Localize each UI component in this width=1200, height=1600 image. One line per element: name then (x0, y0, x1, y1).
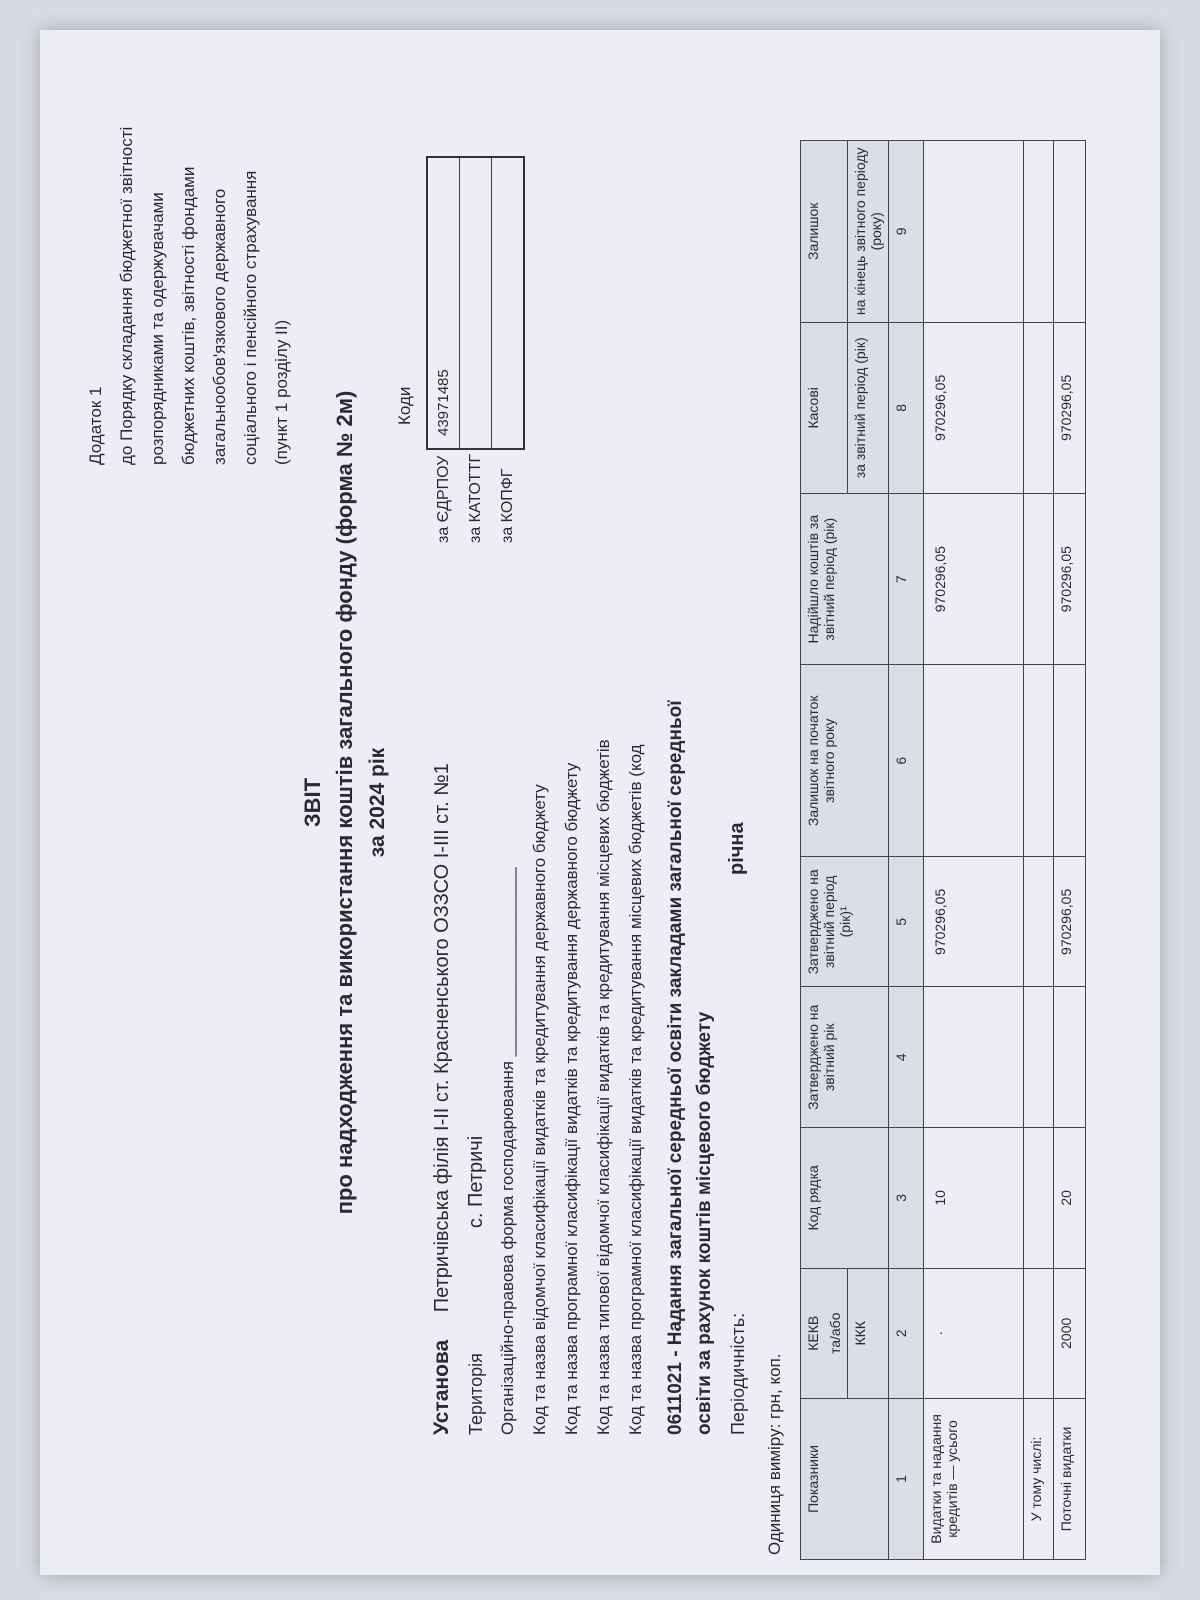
col-row-code: Код рядка (801, 1128, 889, 1269)
row-cash (1024, 322, 1054, 493)
appendix-line: розпорядниками та одержувачами (148, 192, 167, 465)
appendix-line: Додаток 1 (86, 386, 105, 465)
column-number: 9 (889, 141, 924, 323)
and-or-label: та/або (827, 1312, 843, 1355)
unit-of-measure: Одиниця виміру: грн, коп. (765, 1353, 784, 1555)
col-received: Надійшло коштів за звітний період (рік) (801, 494, 889, 665)
appendix-line: загальнообов'язкового державного (210, 188, 229, 465)
row-balance-start (1054, 665, 1086, 857)
program-line-1: 0611021 - Надання загальної середньої освіти закладами загальної середньої (665, 700, 686, 1435)
column-number: 6 (889, 665, 924, 857)
appendix-line: (пункт 1 розділу II) (272, 319, 291, 465)
codes-grid (426, 156, 525, 543)
report-title: ЗВІТ (300, 777, 325, 828)
row-kekv: 2000 (1054, 1268, 1086, 1398)
prog-class-state-line: Код та назва програмної класифікації видатків та кредитування державного бюджету (562, 762, 581, 1435)
row-approved-period: 970296,05 (1054, 857, 1086, 987)
row-code: 10 (924, 1128, 1024, 1269)
codes-row-katottg (460, 158, 492, 543)
codes-row-edrpou (428, 158, 460, 543)
codes-label: за КАТОТТГ (467, 453, 484, 543)
row-cash: 970296,05 (1054, 322, 1086, 493)
codes-label: за КОПФГ (499, 468, 516, 543)
column-number: 3 (889, 1128, 924, 1269)
document-sheet (40, 30, 1160, 1575)
appendix-line: до Порядку складання бюджетної звітності (117, 126, 136, 465)
col-indicators: Показники (801, 1398, 889, 1559)
katottg-code (460, 158, 491, 448)
column-number: 8 (889, 322, 924, 493)
institution-line (430, 763, 454, 1435)
row-balance-end (1024, 141, 1054, 323)
row-balance-start (924, 665, 1024, 857)
institution-label: Установа (430, 1339, 453, 1435)
column-number: 7 (889, 494, 924, 665)
row-code (1024, 1128, 1054, 1269)
col-balance-start: Залишок на початок звітного року (801, 665, 889, 857)
kopfg-code (492, 158, 523, 448)
institution-name: Петричівська філія І-ІІ ст. Красненського ОЗЗСО І-ІІІ ст. №1 (431, 763, 453, 1313)
column-numbers-row (889, 141, 924, 1560)
row-indicator: У тому числі: (1024, 1398, 1054, 1559)
codes-header: Коди (395, 386, 414, 425)
table-row (924, 141, 1024, 1560)
territory-label: Територія (466, 1353, 486, 1435)
row-received: 970296,05 (1054, 494, 1086, 665)
periodicity-value: річна (726, 822, 748, 875)
col-kkk: ККК (848, 1268, 889, 1398)
col-cash-sub: за звітний період (рік) (848, 322, 889, 493)
col-balance-end-sub: на кінець звітного періоду (року) (848, 141, 889, 323)
codes-row-kopfg (492, 158, 523, 543)
report-period: за 2024 рік (366, 747, 389, 858)
edrpou-code: 43971485 (435, 369, 452, 436)
table-row (1054, 141, 1086, 1560)
report-subtitle: про надходження та використання коштів загального фонду (форма № 2м) (332, 390, 357, 1215)
row-received (1024, 494, 1054, 665)
row-approved-year (924, 987, 1024, 1128)
periodicity-label: Періодичність: (728, 1312, 748, 1435)
dept-class-line: Код та назва відомчої класифікації видатків та кредитування державного бюджету (530, 784, 549, 1435)
appendix-line: бюджетних коштів, звітності фондами (179, 166, 198, 465)
column-number: 2 (889, 1268, 924, 1398)
col-approved-period: Затверджено на звітний період (рік)¹ (801, 857, 889, 987)
col-approved-year: Затверджено на звітний рік (801, 987, 889, 1128)
table-row (1024, 141, 1054, 1560)
row-approved-year (1054, 987, 1086, 1128)
row-indicator: Видатки та надання кредитів — усього (924, 1398, 1024, 1559)
col-balance-end: Залишок (801, 141, 848, 323)
row-approved-period: 970296,05 (924, 857, 1024, 987)
appendix-note (80, 45, 297, 465)
territory-line (465, 1136, 488, 1435)
col-kekv (801, 1268, 848, 1398)
row-approved-year (1024, 987, 1054, 1128)
org-form-line: Організаційно-правова форма господарювання ____________________ (498, 867, 517, 1435)
program-line-2: освіти за рахунок коштів місцевого бюджету (694, 1011, 715, 1435)
codes-label: за ЄДРПОУ (435, 455, 452, 543)
row-indicator: Поточні видатки (1054, 1398, 1086, 1559)
row-balance-end (1054, 141, 1086, 323)
row-approved-period (1024, 857, 1054, 987)
appendix-line: соціального і пенсійного страхування (241, 170, 260, 465)
row-balance-end (924, 141, 1024, 323)
report-table (800, 140, 1086, 1560)
column-number: 1 (889, 1398, 924, 1559)
column-number: 5 (889, 857, 924, 987)
row-cash: 970296,05 (924, 322, 1024, 493)
typical-class-line: Код та назва типової відомчої класифікації видатків та кредитування місцевих бюджетів (594, 739, 613, 1435)
row-kekv (1024, 1268, 1054, 1398)
row-received: 970296,05 (924, 494, 1024, 665)
territory-name: с. Петричі (465, 1135, 487, 1229)
kekv-label: КЕКВ (805, 1315, 821, 1351)
row-balance-start (1024, 665, 1054, 857)
column-number: 4 (889, 987, 924, 1128)
rotated-page (40, 30, 1160, 1575)
row-kekv: · (924, 1268, 1024, 1398)
col-cash: Касові (801, 322, 848, 493)
prog-class-local-line: Код та назва програмної класифікації видатків та кредитування місцевих бюджетів (код (626, 744, 645, 1435)
row-code: 20 (1054, 1128, 1086, 1269)
